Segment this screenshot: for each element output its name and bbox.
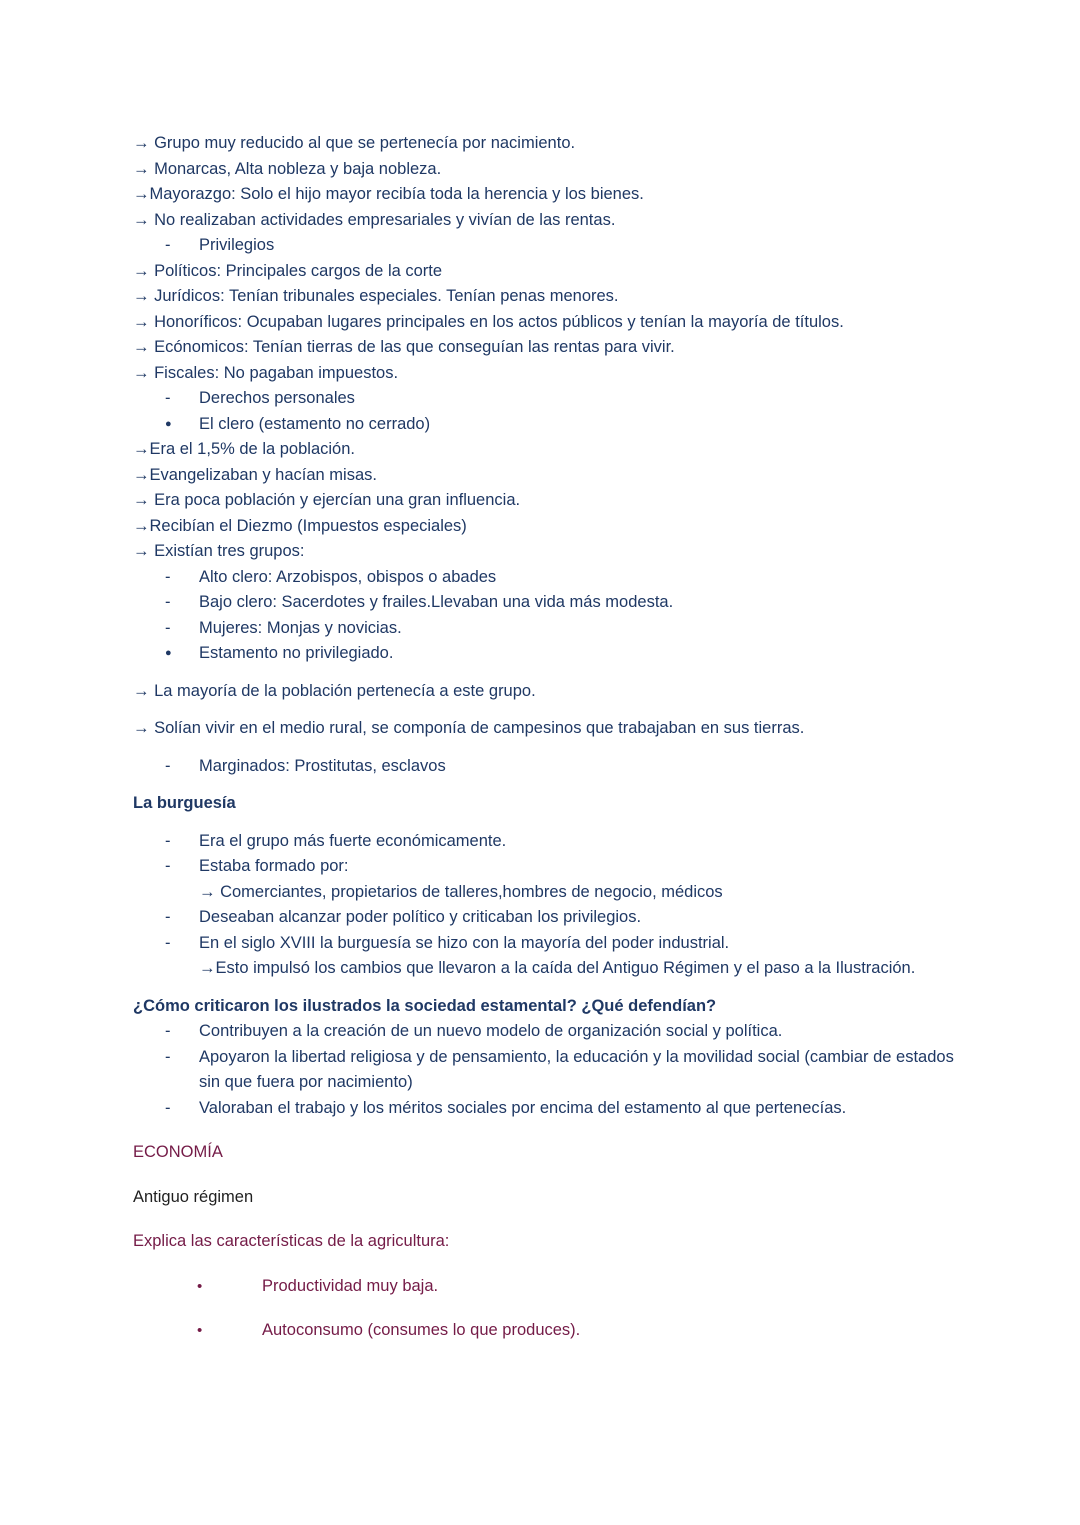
dash-marker-icon: - bbox=[165, 933, 171, 952]
list-item-text: Valoraban el trabajo y los méritos sociales por encima del estamento al que pertenecías. bbox=[199, 1098, 847, 1117]
doc-line: → Era poca población y ejercían una gran influencia. bbox=[133, 491, 521, 509]
section-heading: ¿Cómo criticaron los ilustrados la sociedad estamental? ¿Qué defendían? bbox=[133, 996, 717, 1015]
bullet-marker-icon: ● bbox=[165, 417, 172, 430]
dash-marker-icon: - bbox=[165, 389, 171, 407]
section-heading: La burguesía bbox=[133, 794, 236, 812]
list-item bbox=[133, 1045, 955, 1096]
doc-line: → Grupo muy reducido al que se pertenecía por nacimiento. bbox=[133, 134, 576, 152]
doc-line: →Era el 1,5% de la población. bbox=[133, 440, 355, 458]
doc-line: → Políticos: Principales cargos de la corte bbox=[133, 261, 443, 280]
list-item bbox=[133, 931, 955, 957]
list-item-text: Privilegios bbox=[199, 236, 275, 254]
list-item bbox=[133, 616, 955, 642]
doc-line: → La mayoría de la población pertenecía a este grupo. bbox=[133, 681, 536, 700]
list-item-text: Contribuyen a la creación de un nuevo modelo de organización social y política. bbox=[199, 1022, 783, 1040]
list-item-text: Apoyaron la libertad religiosa y de pensamiento, la educación y la movilidad social (cambiar de estados sin que fuera por nacimiento) bbox=[199, 1047, 954, 1091]
dash-marker-icon: - bbox=[165, 908, 171, 926]
bullet-marker-icon: ● bbox=[165, 647, 172, 659]
dash-marker-icon: - bbox=[165, 857, 171, 875]
dash-marker-icon: - bbox=[165, 831, 171, 850]
list-item bbox=[133, 412, 955, 438]
list-item bbox=[133, 829, 955, 855]
list-item-text: Deseaban alcanzar poder político y criticaban los privilegios. bbox=[199, 908, 642, 926]
list-item-text: Productividad muy baja. bbox=[262, 1276, 439, 1295]
doc-line: → Comerciantes, propietarios de talleres,hombres de negocio, médicos bbox=[199, 882, 723, 901]
list-item bbox=[133, 1318, 955, 1344]
dash-marker-icon: - bbox=[165, 756, 171, 775]
dash-marker-icon: - bbox=[165, 1022, 171, 1040]
document-body bbox=[133, 131, 955, 1344]
list-item bbox=[133, 233, 955, 259]
dash-marker-icon: - bbox=[165, 618, 171, 637]
list-item bbox=[133, 854, 955, 880]
list-item-text: Era el grupo más fuerte económicamente. bbox=[199, 831, 507, 850]
list-item-text: El clero (estamento no cerrado) bbox=[199, 414, 431, 433]
list-item-text: Bajo clero: Sacerdotes y frailes.Llevaban una vida más modesta. bbox=[199, 593, 674, 611]
list-item-text: En el siglo XVIII la burguesía se hizo con la mayoría del poder industrial. bbox=[199, 933, 730, 952]
dash-marker-icon: - bbox=[165, 593, 171, 611]
dash-marker-icon: - bbox=[165, 236, 171, 254]
list-item-text: Alto clero: Arzobispos, obispos o abades bbox=[199, 567, 497, 586]
list-item bbox=[133, 754, 955, 780]
list-item bbox=[133, 1274, 955, 1300]
list-item bbox=[133, 1019, 955, 1045]
doc-line: →Recibían el Diezmo (Impuestos especiales) bbox=[133, 516, 467, 535]
doc-line: → Solían vivir en el medio rural, se componía de campesinos que trabajaban en sus tierras. bbox=[133, 719, 805, 737]
doc-line: → Existían tres grupos: bbox=[133, 542, 305, 560]
doc-line: →Esto impulsó los cambios que llevaron a la caída del Antiguo Régimen y el paso a la Ilustración. bbox=[199, 959, 916, 977]
list-item-text: Estaba formado por: bbox=[199, 857, 349, 875]
list-item-text: Derechos personales bbox=[199, 389, 355, 407]
doc-line: → No realizaban actividades empresariales y vivían de las rentas. bbox=[133, 210, 616, 229]
list-item bbox=[133, 590, 955, 616]
doc-line: → Jurídicos: Tenían tribunales especiales. Tenían penas menores. bbox=[133, 287, 619, 305]
doc-line: →Mayorazgo: Solo el hijo mayor recibía toda la herencia y los bienes. bbox=[133, 185, 644, 203]
doc-line: Explica las características de la agricultura: bbox=[133, 1232, 450, 1250]
list-item bbox=[133, 1096, 955, 1122]
list-item bbox=[133, 565, 955, 591]
smallbullet-marker-icon: • bbox=[197, 1277, 203, 1295]
list-item bbox=[133, 641, 955, 667]
list-item bbox=[133, 905, 955, 931]
list-item-text: Autoconsumo (consumes lo que produces). bbox=[262, 1321, 581, 1339]
list-item-text: Estamento no privilegiado. bbox=[199, 644, 394, 662]
doc-line: → Monarcas, Alta nobleza y baja nobleza. bbox=[133, 159, 442, 178]
list-item-text: Marginados: Prostitutas, esclavos bbox=[199, 756, 446, 775]
dash-marker-icon: - bbox=[165, 1047, 171, 1066]
doc-line: ECONOMÍA bbox=[133, 1143, 223, 1161]
doc-line: →Evangelizaban y hacían misas. bbox=[133, 465, 377, 484]
smallbullet-marker-icon: • bbox=[197, 1322, 203, 1339]
doc-line: → Ecónomicos: Tenían tierras de las que conseguían las rentas para vivir. bbox=[133, 338, 675, 356]
doc-line: → Honoríficos: Ocupaban lugares principales en los actos públicos y tenían la mayoría de títulos. bbox=[133, 312, 844, 331]
doc-line: Antiguo régimen bbox=[133, 1187, 254, 1206]
list-item bbox=[133, 386, 955, 412]
dash-marker-icon: - bbox=[165, 567, 171, 586]
doc-line: → Fiscales: No pagaban impuestos. bbox=[133, 363, 399, 382]
list-item-text: Mujeres: Monjas y novicias. bbox=[199, 618, 402, 637]
dash-marker-icon: - bbox=[165, 1098, 171, 1117]
